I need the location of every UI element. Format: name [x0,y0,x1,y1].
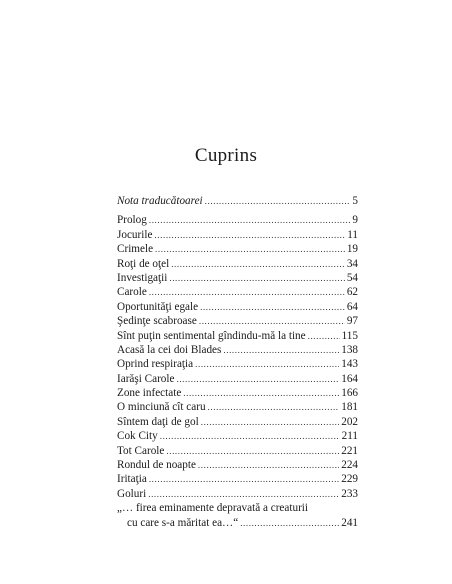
toc-entry-page: 11 [347,228,358,241]
toc-entry-page: 221 [341,444,358,457]
toc-entry-title: Sîntem daţi de gol [117,415,199,428]
toc-entry [117,357,358,371]
toc-entry-last [117,501,358,530]
toc-entry-page: 143 [341,358,358,371]
toc-entry [117,257,358,271]
dot-leader [169,271,344,285]
dot-leader [149,213,351,227]
toc-entry-title: Sînt puţin sentimental gîndindu-mă la tine [117,329,306,342]
toc-entries [117,213,358,501]
toc-entry [117,242,358,256]
toc-entry [117,415,358,429]
page-title: Cuprins [194,145,258,166]
toc-entry-title: Şedinţe scabroase [117,315,197,328]
dot-leader [308,329,340,343]
toc-entry-title: Iarăşi Carole [117,372,175,385]
toc-entry-page: 166 [341,387,358,400]
toc-entry-title: Crimele [117,243,154,256]
toc-entry-title: Oprind respiraţia [117,358,194,371]
toc-entry-title: Carole [117,286,147,299]
toc-entry-title: Rondul de noapte [117,459,196,472]
dot-leader [201,415,339,429]
dot-leader [160,429,340,443]
toc-entry-title: Nota traducătoarei [117,195,203,207]
dot-leader [240,516,339,530]
toc-entry [117,386,358,400]
toc-entry-page: 19 [346,243,358,256]
dot-leader [155,242,345,256]
toc-entry [117,444,358,458]
toc-entry-page: 229 [341,473,358,486]
toc-entry-page: 241 [341,516,358,529]
toc-entry [117,213,358,227]
toc-entry-title: O minciună cît caru [117,401,206,414]
toc-entry [117,472,358,486]
toc-entry-title: Oportunităţi egale [117,300,199,313]
toc-entry [117,400,358,414]
toc-entry-page: 5 [352,195,358,207]
toc-entry [117,271,358,285]
toc-entry-title: Jocurile [117,228,153,241]
toc-entry [117,458,358,472]
dot-leader [223,343,339,357]
toc-entry-page: 233 [341,487,358,500]
toc-entry [117,314,358,328]
toc-entry-page: 34 [346,257,358,270]
dot-leader [205,194,351,208]
toc-entry-page: 9 [352,214,358,227]
toc-entry-page: 138 [341,343,358,356]
dot-leader [154,228,345,242]
toc-entry-title: Iritaţia [117,473,147,486]
toc-entry-title: Prolog [117,214,147,227]
dot-leader [149,472,339,486]
toc-entry-page: 62 [346,286,358,299]
toc-entry [117,285,358,299]
dot-leader [166,444,339,458]
toc-entry-page: 64 [346,300,358,313]
toc-entry-page: 202 [341,415,358,428]
toc-entry [117,329,358,343]
toc-entry-title: Zone infectate [117,387,182,400]
toc-entry-page: 97 [346,315,358,328]
dot-leader [171,257,345,271]
dot-leader [208,400,340,414]
toc-entry-title-line1: „… firea eminamente depravată a creaturii [117,502,309,515]
dot-leader [176,372,339,386]
dot-leader [199,314,345,328]
toc-entry [117,487,358,501]
toc-entry-title: Roţi de oţel [117,257,170,270]
dot-leader [195,357,339,371]
toc-entry-title: Goluri [117,487,147,500]
table-of-contents [117,194,358,530]
toc-entry-page: 211 [341,430,358,443]
toc-entry-title: Acasă la cei doi Blades [117,343,222,356]
toc-entry [117,228,358,242]
toc-entry-page: 115 [341,329,358,342]
dot-leader [148,487,339,501]
toc-entry-title: Investigaţii [117,271,168,284]
toc-entry [117,343,358,357]
toc-entry-title-line2: cu care s-a măritat ea…“ [127,516,239,529]
toc-entry-title: Tot Carole [117,444,165,457]
toc-entry-page: 181 [341,401,358,414]
toc-entry-note [117,194,358,208]
toc-entry [117,300,358,314]
toc-entry-page: 54 [346,271,358,284]
toc-entry [117,372,358,386]
toc-entry [117,429,358,443]
toc-entry-title: Cok City [117,430,158,443]
toc-entry-page: 224 [341,459,358,472]
dot-leader [149,285,345,299]
dot-leader [183,386,339,400]
dot-leader [198,458,339,472]
dot-leader [200,300,345,314]
toc-entry-page: 164 [341,372,358,385]
toc-entry-title-line2-row [117,516,358,530]
